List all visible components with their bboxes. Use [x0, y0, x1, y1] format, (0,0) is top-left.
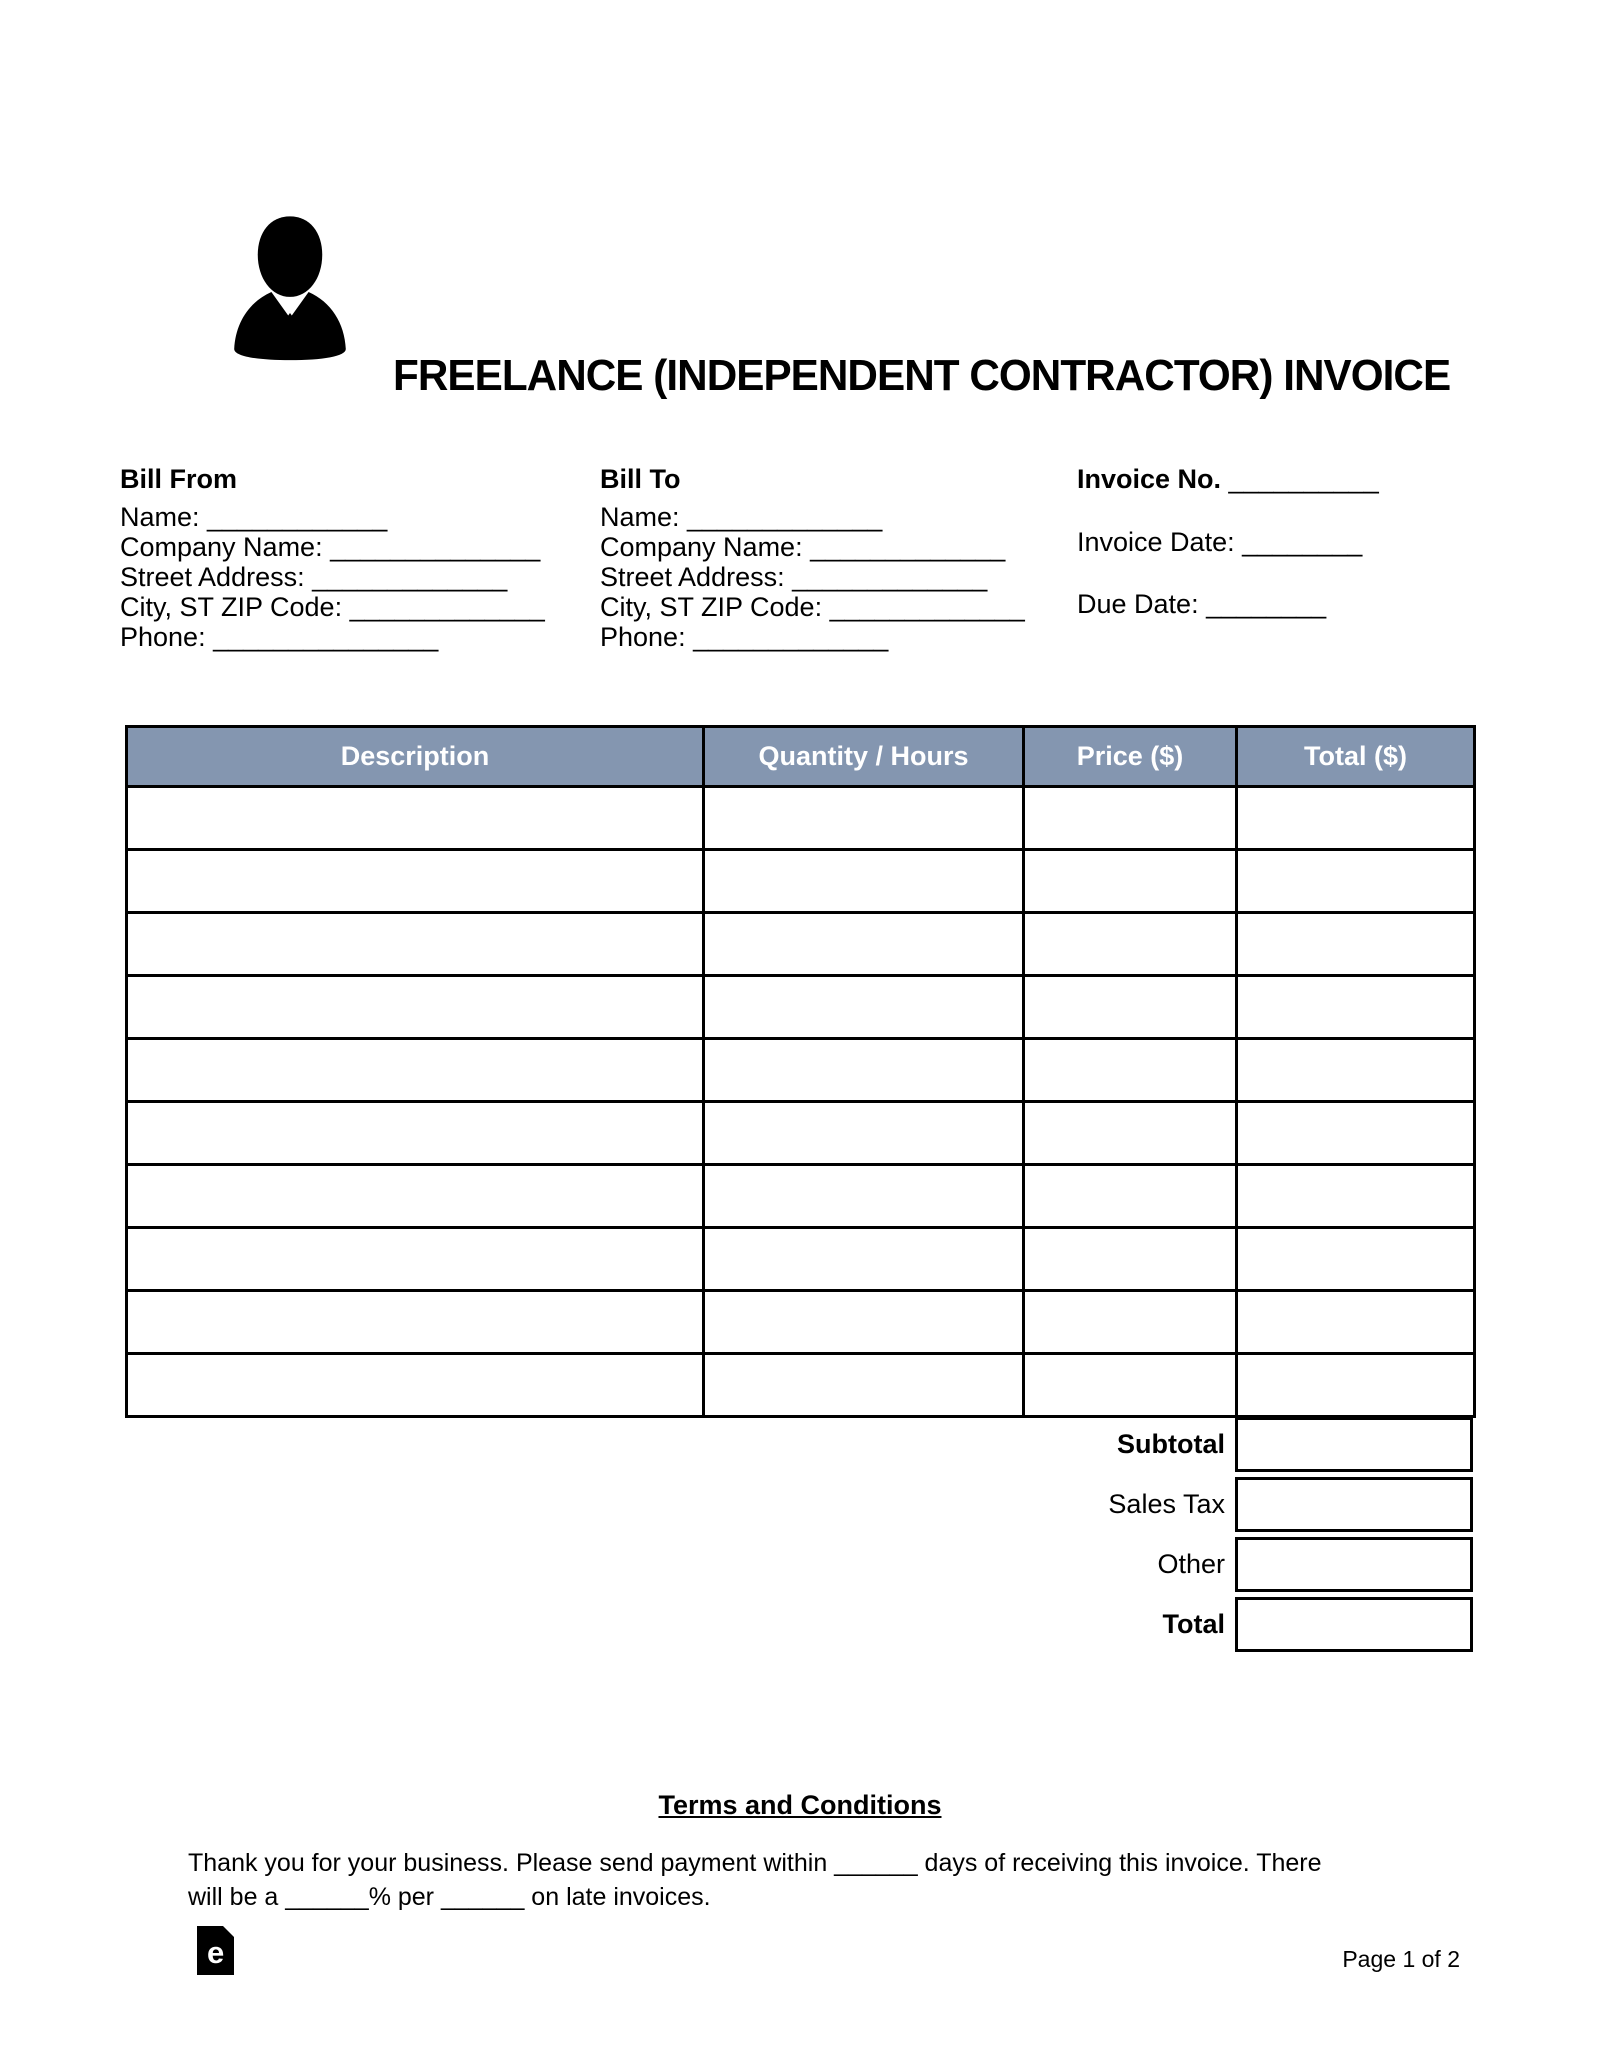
bill-to-heading: Bill To: [600, 464, 681, 494]
table-cell: [127, 1039, 704, 1102]
table-cell: [127, 1165, 704, 1228]
table-cell: [1024, 913, 1237, 976]
table-cell: [127, 1354, 704, 1417]
table-row: [127, 850, 1475, 913]
subtotal-label: Subtotal: [1117, 1429, 1225, 1459]
column-header-price: Price ($): [1024, 727, 1237, 787]
table-cell: [704, 1039, 1024, 1102]
bill-from-section: [120, 464, 545, 652]
table-cell: [704, 976, 1024, 1039]
table-cell: [1237, 1039, 1475, 1102]
table-cell: [1024, 976, 1237, 1039]
table-row: [127, 1102, 1475, 1165]
invoice-table-body: [127, 787, 1475, 1417]
table-row: [127, 787, 1475, 850]
table-cell: [127, 1291, 704, 1354]
table-cell: [1237, 1102, 1475, 1165]
bill-to-name-field: Name: _____________: [600, 502, 883, 532]
table-row: [127, 1039, 1475, 1102]
table-cell: [127, 850, 704, 913]
terms-body-line: will be a ______% per ______ on late invoices.: [188, 1883, 711, 1911]
table-cell: [704, 1102, 1024, 1165]
invoice-date-field: Invoice Date: ________: [1077, 527, 1363, 557]
svg-text:e: e: [207, 1935, 225, 1970]
table-row: [127, 1228, 1475, 1291]
table-row: [127, 1354, 1475, 1417]
bill-from-heading: Bill From: [120, 464, 238, 494]
bill-to-section: [600, 464, 1025, 652]
invoice-number-label: Invoice No.: [1077, 464, 1229, 494]
bill-from-phone-field: Phone: _______________: [120, 622, 439, 652]
table-cell: [1024, 1039, 1237, 1102]
table-cell: [127, 976, 704, 1039]
table-cell: [1024, 1102, 1237, 1165]
column-header-quantity-hours: Quantity / Hours: [704, 727, 1024, 787]
page-title: FREELANCE (INDEPENDENT CONTRACTOR) INVOICE: [393, 351, 1451, 400]
table-cell: [127, 913, 704, 976]
table-cell: [1024, 1228, 1237, 1291]
bill-to-city-field: City, ST ZIP Code: _____________: [600, 592, 1025, 622]
sales-tax-label: Sales Tax: [1108, 1489, 1225, 1519]
table-row: [127, 1165, 1475, 1228]
eforms-logo-icon: [197, 1926, 234, 1975]
terms-heading: Terms and Conditions: [658, 1790, 942, 1820]
table-cell: [704, 1291, 1024, 1354]
invoice-number-field: [1077, 464, 1379, 495]
terms-body: [188, 1846, 1518, 1914]
bill-to-phone-field: Phone: _____________: [600, 622, 889, 652]
due-date-field: Due Date: ________: [1077, 589, 1327, 619]
table-cell: [1237, 850, 1475, 913]
table-cell: [1024, 850, 1237, 913]
table-cell: [704, 787, 1024, 850]
table-cell: [1024, 1291, 1237, 1354]
table-cell: [704, 1228, 1024, 1291]
column-header-description: Description: [127, 727, 704, 787]
businessman-icon: [228, 212, 352, 362]
page-number: Page 1 of 2: [1342, 1946, 1460, 1972]
subtotal-box: [1235, 1417, 1473, 1472]
total-label: Total: [1162, 1609, 1225, 1639]
other-box: [1235, 1537, 1473, 1592]
table-cell: [704, 1354, 1024, 1417]
table-cell: [1237, 787, 1475, 850]
bill-from-company-field: Company Name: ______________: [120, 532, 541, 562]
table-row: [127, 976, 1475, 1039]
table-cell: [1237, 1291, 1475, 1354]
invoice-number-blank: __________: [1228, 464, 1379, 494]
table-cell: [704, 850, 1024, 913]
table-cell: [1024, 1165, 1237, 1228]
bill-from-street-field: Street Address: _____________: [120, 562, 508, 592]
table-cell: [1237, 1354, 1475, 1417]
table-cell: [704, 1165, 1024, 1228]
sales-tax-box: [1235, 1477, 1473, 1532]
table-cell: [1024, 1354, 1237, 1417]
terms-body-line: Thank you for your business. Please send payment within ______ days of receiving this invoice. There: [188, 1849, 1322, 1877]
table-header-row: [127, 727, 1475, 787]
table-cell: [1237, 1165, 1475, 1228]
table-cell: [127, 1102, 704, 1165]
table-cell: [127, 1228, 704, 1291]
table-cell: [1237, 1228, 1475, 1291]
other-label: Other: [1157, 1549, 1225, 1579]
invoice-items-table: [125, 725, 1476, 1418]
table-cell: [1024, 787, 1237, 850]
bill-from-name-field: Name: ____________: [120, 502, 388, 532]
table-row: [127, 913, 1475, 976]
table-cell: [127, 787, 704, 850]
total-box: [1235, 1597, 1473, 1652]
bill-from-city-field: City, ST ZIP Code: _____________: [120, 592, 545, 622]
bill-to-street-field: Street Address: _____________: [600, 562, 988, 592]
column-header-total: Total ($): [1237, 727, 1475, 787]
table-cell: [1237, 913, 1475, 976]
table-row: [127, 1291, 1475, 1354]
table-cell: [1237, 976, 1475, 1039]
bill-to-company-field: Company Name: _____________: [600, 532, 1006, 562]
table-cell: [704, 913, 1024, 976]
